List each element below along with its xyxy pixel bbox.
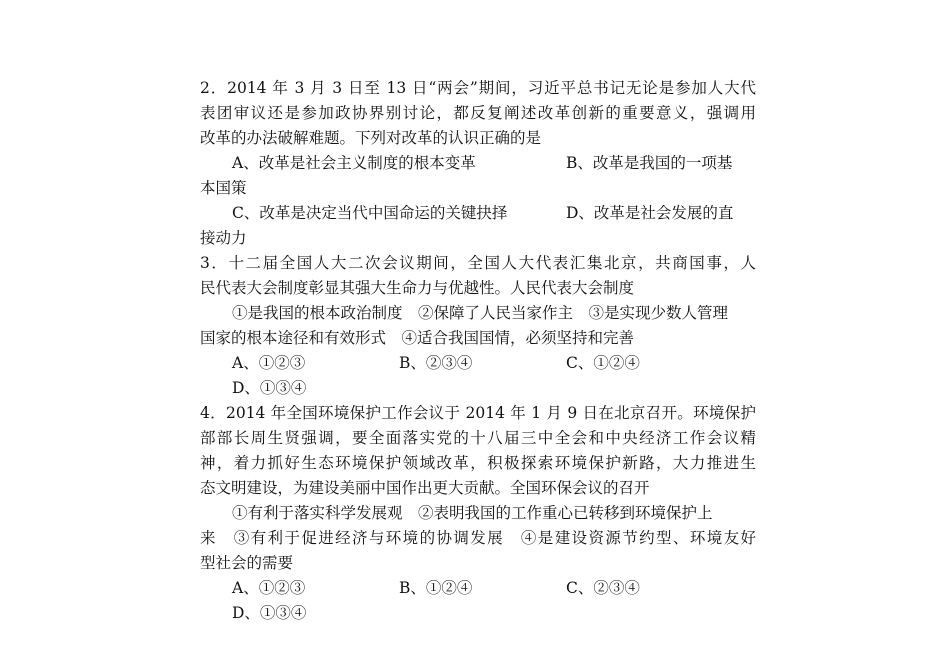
question-3-option-c[interactable]: C、①②④ bbox=[566, 354, 640, 372]
question-3-stem-line: 民代表大会制度彰显其强大生命力与优越性。人民代表大会制度 bbox=[200, 279, 635, 297]
question-4-options-row bbox=[200, 601, 756, 626]
exam-page bbox=[200, 76, 756, 626]
question-2-option-d[interactable]: D、改革是社会发展的直 bbox=[566, 204, 734, 222]
question-2-options-row bbox=[200, 201, 756, 226]
question-2-options-row bbox=[200, 151, 756, 176]
question-4-stem-line: 态文明建设，为建设美丽中国作出更大贡献。全国环保会议的召开 bbox=[200, 479, 650, 497]
question-2-option-c[interactable]: C、改革是决定当代中国命运的关键抉择 bbox=[232, 204, 508, 222]
question-4-statement-line: 型社会的需要 bbox=[200, 554, 294, 572]
question-3-options-row bbox=[200, 376, 756, 401]
question-2-option-d-continuation: 接动力 bbox=[200, 229, 247, 247]
question-4-statement-line: 来 ③有利于促进经济与环境的协调发展 ④是建设资源节约型、环境友好 bbox=[200, 529, 756, 547]
question-2-option-b[interactable]: B、改革是我国的一项基 bbox=[566, 154, 733, 172]
question-3-statement-line: ①是我国的根本政治制度 ②保障了人民当家作主 ③是实现少数人管理 bbox=[232, 304, 729, 322]
question-3-option-b[interactable]: B、②③④ bbox=[399, 354, 473, 372]
question-4-option-d[interactable]: D、①③④ bbox=[232, 604, 307, 622]
question-4-options-row bbox=[200, 576, 756, 601]
question-4-stem-line: 部部长周生贤强调，要全面落实党的十八届三中全会和中央经济工作会议精 bbox=[200, 429, 756, 447]
question-2-option-b-continuation: 本国策 bbox=[200, 179, 247, 197]
question-3-statement-line: 国家的根本途径和有效形式 ④适合我国国情，必须坚持和完善 bbox=[200, 329, 635, 347]
question-3-options-row bbox=[200, 351, 756, 376]
question-4-option-b[interactable]: B、①②④ bbox=[399, 579, 473, 597]
question-3-option-d[interactable]: D、①③④ bbox=[232, 379, 307, 397]
question-4-stem-line: 4．2014 年全国环境保护工作会议于 2014 年 1 月 9 日在北京召开。环境保护 bbox=[200, 404, 756, 422]
question-2-stem-line: 2．2014 年 3 月 3 日至 13 日“两会”期间，习近平总书记无论是参加人大代 bbox=[200, 79, 756, 97]
question-2-option-a[interactable]: A、改革是社会主义制度的根本变革 bbox=[232, 154, 476, 172]
question-4-option-a[interactable]: A、①②③ bbox=[232, 579, 306, 597]
question-2-stem-line: 表团审议还是参加政协界别讨论，都反复阐述改革创新的重要意义，强调用 bbox=[200, 104, 756, 122]
question-4-statement-line: ①有利于落实科学发展观 ②表明我国的工作重心已转移到环境保护上 bbox=[232, 504, 713, 522]
question-4 bbox=[200, 401, 756, 626]
question-3-stem-line: 3．十二届全国人大二次会议期间，全国人大代表汇集北京，共商国事，人 bbox=[200, 254, 756, 272]
question-2-stem-line: 改革的办法破解难题。下列对改革的认识正确的是 bbox=[200, 129, 542, 147]
question-2 bbox=[200, 76, 756, 251]
question-4-stem-line: 神，着力抓好生态环境保护领域改革，积极探索环境保护新路，大力推进生 bbox=[200, 454, 756, 472]
question-4-option-c[interactable]: C、②③④ bbox=[566, 579, 640, 597]
question-3 bbox=[200, 251, 756, 401]
question-3-option-a[interactable]: A、①②③ bbox=[232, 354, 306, 372]
